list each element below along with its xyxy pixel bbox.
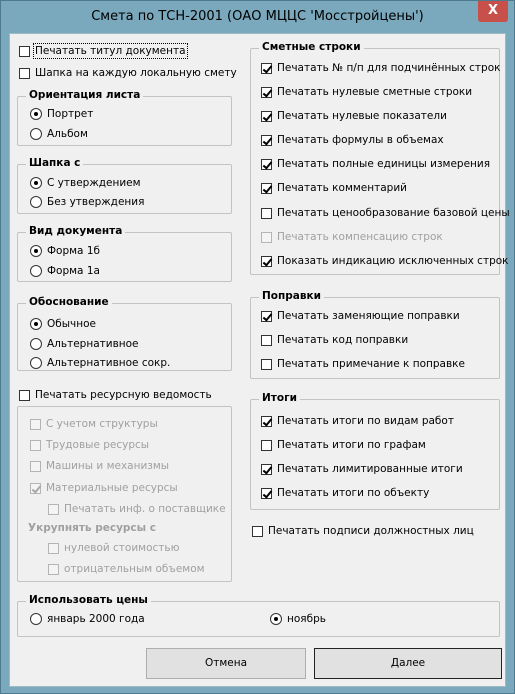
enlarge-negative-checkbox[interactable] xyxy=(48,563,205,575)
print-title-checkbox[interactable] xyxy=(19,45,186,57)
checkbox-box[interactable] xyxy=(261,208,272,219)
corrections-group xyxy=(250,290,500,379)
enlarge-zero-checkbox[interactable] xyxy=(48,542,179,554)
checkbox-box[interactable] xyxy=(261,440,272,451)
radio-label: Альбом xyxy=(47,128,88,140)
excluded-indication-checkbox[interactable] xyxy=(261,255,509,267)
res-supplier-checkbox[interactable] xyxy=(48,503,226,515)
correction-note-checkbox[interactable] xyxy=(261,358,465,370)
checkbox-label: нулевой стоимостью xyxy=(64,542,180,554)
checkbox-box[interactable] xyxy=(261,311,272,322)
checkbox-box[interactable] xyxy=(30,440,41,451)
checkbox-label: Печатать нулевые показатели xyxy=(277,110,447,122)
radio-dot[interactable] xyxy=(30,357,42,369)
enlarge-title: Укрупнять ресурсы с xyxy=(28,522,157,534)
limited-totals-checkbox[interactable] xyxy=(261,463,463,475)
dialog-client xyxy=(9,33,510,687)
radio-dot[interactable] xyxy=(30,613,42,625)
radio-form-1a[interactable] xyxy=(30,265,100,277)
resources-group xyxy=(17,406,232,582)
radio-with-approval[interactable] xyxy=(30,177,141,189)
checkbox-box[interactable] xyxy=(261,464,272,475)
formulas-checkbox[interactable] xyxy=(261,134,444,146)
radio-label: С утверждением xyxy=(47,177,141,189)
window-title: Смета по ТСН-2001 (ОАО МЦЦС 'Мосстройцены') xyxy=(91,9,424,24)
full-units-checkbox[interactable] xyxy=(261,158,490,170)
radio-dot[interactable] xyxy=(30,265,42,277)
radio-price-jan-2000[interactable] xyxy=(30,613,145,625)
checkbox-box[interactable] xyxy=(48,504,59,515)
checkbox-label: Показать индикацию исключенных строк xyxy=(277,255,509,267)
doc-type-group xyxy=(17,225,232,282)
checkbox-box[interactable] xyxy=(261,183,272,194)
checkbox-box[interactable] xyxy=(30,461,41,472)
radio-basis-alt[interactable] xyxy=(30,338,139,350)
checkbox-box[interactable] xyxy=(261,416,272,427)
radio-dot[interactable] xyxy=(270,613,282,625)
comments-checkbox[interactable] xyxy=(261,182,407,194)
totals-by-object-checkbox[interactable] xyxy=(261,487,429,499)
cancel-button[interactable]: Отмена xyxy=(146,648,306,679)
checkbox-label: Печатать заменяющие поправки xyxy=(277,310,460,322)
signatures-label: Печатать подписи должностных лиц xyxy=(268,525,474,537)
checkbox-label: Печатать формулы в объемах xyxy=(277,134,444,146)
radio-label: ноябрь xyxy=(287,613,326,625)
checkbox-box[interactable] xyxy=(19,68,30,79)
checkbox-label: Печатать итоги по графам xyxy=(277,439,426,451)
totals-by-columns-checkbox[interactable] xyxy=(261,439,426,451)
print-title-label: Печатать титул документа xyxy=(35,45,186,57)
checkbox-label: отрицательным объемом xyxy=(64,563,205,575)
checkbox-label: Печатать лимитированные итоги xyxy=(277,463,463,475)
checkbox-label: Печатать компенсацию строк xyxy=(277,231,443,243)
checkbox-box[interactable] xyxy=(261,135,272,146)
radio-label: Форма 1а xyxy=(47,265,100,277)
radio-label: Портрет xyxy=(47,108,94,120)
radio-basis-alt-short[interactable] xyxy=(30,357,170,369)
checkbox-box[interactable] xyxy=(30,419,41,430)
checkbox-box[interactable] xyxy=(261,488,272,499)
orientation-title: Ориентация листа xyxy=(26,89,143,101)
orientation-group xyxy=(17,89,232,146)
zero-rows-checkbox[interactable] xyxy=(261,86,472,98)
checkbox-box[interactable] xyxy=(261,87,272,98)
res-structure-checkbox[interactable] xyxy=(30,418,158,430)
checkbox-label: Печатать полные единицы измерения xyxy=(277,158,491,170)
res-machines-checkbox[interactable] xyxy=(30,460,169,472)
checkbox-label: Печатать код поправки xyxy=(277,334,409,346)
checkbox-box[interactable] xyxy=(19,390,30,401)
radio-label: Альтернативное сокр. xyxy=(47,357,171,369)
header-title: Шапка с xyxy=(26,157,83,169)
checkbox-label: Печатать итоги по объекту xyxy=(277,487,430,499)
zero-indicators-checkbox[interactable] xyxy=(261,110,447,122)
prices-group xyxy=(17,594,500,637)
radio-dot[interactable] xyxy=(30,196,42,208)
radio-without-approval[interactable] xyxy=(30,196,144,208)
signatures-checkbox[interactable] xyxy=(252,525,474,537)
totals-by-work-checkbox[interactable] xyxy=(261,415,454,427)
radio-label: Форма 1б xyxy=(47,245,100,257)
checkbox-label: Машины и механизмы xyxy=(46,460,170,472)
row-compensation-checkbox[interactable] xyxy=(261,231,443,243)
checkbox-label: Печатать ценообразование базовой цены xyxy=(277,207,510,219)
estimate-rows-group xyxy=(250,41,510,275)
radio-dot[interactable] xyxy=(30,128,42,140)
resources-checkbox[interactable] xyxy=(19,389,212,401)
radio-dot[interactable] xyxy=(30,177,42,189)
radio-dot[interactable] xyxy=(30,108,42,120)
checkbox-label: С учетом структуры xyxy=(46,418,158,430)
basis-group xyxy=(17,296,232,371)
header-each-checkbox[interactable] xyxy=(19,67,237,79)
checkbox-label: Печатать примечание к поправке xyxy=(277,358,465,370)
corrections-title: Поправки xyxy=(259,290,324,302)
checkbox-box[interactable] xyxy=(261,111,272,122)
row-numbering-checkbox[interactable] xyxy=(261,62,500,74)
checkbox-box[interactable] xyxy=(261,256,272,267)
totals-group xyxy=(250,392,500,510)
checkbox-box[interactable] xyxy=(261,232,272,243)
checkbox-label: Печатать № п/п для подчинённых строк xyxy=(277,62,501,74)
radio-landscape[interactable] xyxy=(30,128,88,140)
resources-label: Печатать ресурсную ведомость xyxy=(35,389,212,401)
checkbox-box[interactable] xyxy=(48,543,59,554)
checkbox-box[interactable] xyxy=(30,483,41,494)
radio-dot[interactable] xyxy=(30,318,42,330)
radio-form-1b[interactable] xyxy=(30,245,100,257)
next-button[interactable]: Далее xyxy=(314,648,502,679)
replacing-corrections-checkbox[interactable] xyxy=(261,310,460,322)
checkbox-box[interactable] xyxy=(19,46,30,57)
radio-dot[interactable] xyxy=(30,338,42,350)
radio-basis-normal[interactable] xyxy=(30,318,96,330)
radio-label: Без утверждения xyxy=(47,196,145,208)
radio-label: Альтернативное xyxy=(47,338,139,350)
checkbox-label: Печатать итоги по видам работ xyxy=(277,415,454,427)
checkbox-label: Печатать комментарий xyxy=(277,182,407,194)
radio-portrait[interactable] xyxy=(30,108,93,120)
checkbox-label: Печатать нулевые сметные строки xyxy=(277,86,473,98)
correction-code-checkbox[interactable] xyxy=(261,334,408,346)
totals-title: Итоги xyxy=(259,392,300,404)
checkbox-box[interactable] xyxy=(261,63,272,74)
checkbox-box[interactable] xyxy=(261,159,272,170)
close-button[interactable]: X xyxy=(478,1,508,22)
checkbox-box[interactable] xyxy=(261,359,272,370)
header-each-label: Шапка на каждую локальную смету xyxy=(35,67,237,79)
radio-dot[interactable] xyxy=(30,245,42,257)
checkbox-box[interactable] xyxy=(261,335,272,346)
basis-title: Обоснование xyxy=(26,296,112,308)
prices-title: Использовать цены xyxy=(26,594,151,606)
checkbox-label: Материальные ресурсы xyxy=(46,482,178,494)
header-group xyxy=(17,157,232,214)
res-materials-checkbox[interactable] xyxy=(30,482,178,494)
checkbox-label: Трудовые ресурсы xyxy=(46,439,150,451)
radio-price-november[interactable] xyxy=(270,613,326,625)
checkbox-box[interactable] xyxy=(48,564,59,575)
estimate-rows-title: Сметные строки xyxy=(259,41,364,53)
checkbox-box[interactable] xyxy=(252,526,263,537)
checkbox-label: Печатать инф. о поставщике xyxy=(64,503,226,515)
doc-type-title: Вид документа xyxy=(26,225,125,237)
radio-label: январь 2000 года xyxy=(47,613,145,625)
radio-label: Обычное xyxy=(47,318,96,330)
res-labor-checkbox[interactable] xyxy=(30,439,149,451)
base-pricing-checkbox[interactable] xyxy=(261,207,510,219)
